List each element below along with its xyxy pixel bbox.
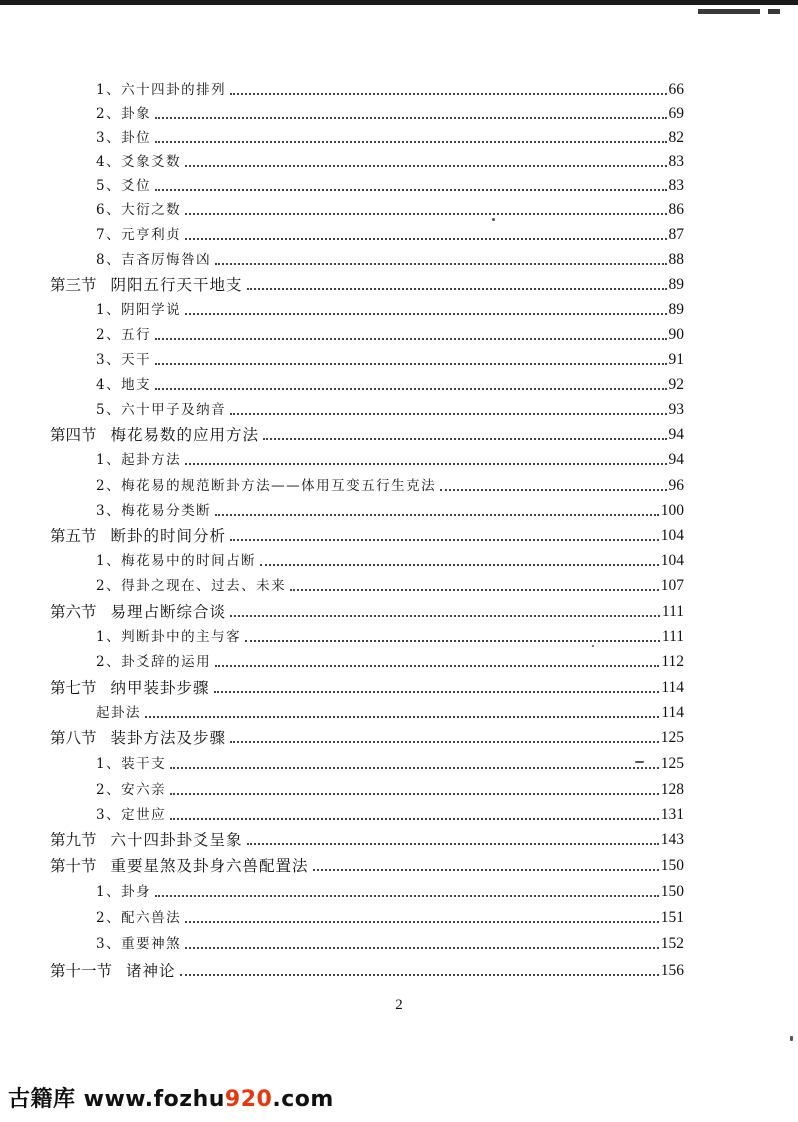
dot-leader (185, 921, 659, 923)
section-title: 阴阳五行天干地支 (110, 276, 243, 294)
dot-leader (230, 93, 666, 95)
toc-entry-label: 2、配六兽法 (96, 910, 182, 926)
toc-entry[interactable] (96, 246, 684, 270)
dot-leader (185, 165, 666, 167)
toc-entry-page: 94 (668, 451, 684, 468)
toc-entry[interactable] (96, 497, 684, 521)
toc-entry-page: 96 (668, 477, 684, 494)
toc-entry-page: 83 (668, 177, 684, 194)
toc-entry-page: 91 (668, 351, 684, 368)
toc-entry-page: 131 (660, 806, 684, 823)
toc-entry-page: 128 (660, 781, 684, 798)
toc-entry-page: 94 (668, 426, 684, 443)
toc-entry-page: 87 (668, 226, 684, 243)
dot-leader (185, 313, 666, 315)
watermark-suffix: .com (272, 1087, 334, 1112)
watermark-highlight: 920 (224, 1087, 273, 1112)
dot-leader (185, 947, 659, 949)
toc-entry-page: 150 (660, 857, 684, 874)
section-number: 第四节 (50, 426, 97, 444)
toc-entry-page: 125 (660, 729, 684, 746)
toc-entry[interactable] (96, 346, 684, 370)
toc-entry[interactable] (96, 472, 684, 496)
dot-leader (215, 514, 659, 516)
toc-entry-page: 90 (668, 326, 684, 343)
toc-entry-page: 100 (660, 502, 684, 519)
toc-entry-page: 150 (660, 883, 684, 900)
scan-speck (790, 1036, 793, 1041)
toc-entry[interactable] (96, 100, 684, 124)
toc-entry-label: 5、六十甲子及纳音 (96, 402, 227, 418)
dot-leader (247, 288, 667, 290)
dot-leader (313, 869, 659, 871)
scan-speck (492, 218, 495, 221)
toc-entry[interactable] (96, 221, 684, 245)
toc-section[interactable] (50, 957, 684, 981)
toc-section-label (50, 425, 263, 445)
toc-section-label (50, 830, 247, 850)
section-number: 第六节 (50, 603, 97, 621)
toc-entry-label: 8、吉吝厉悔咎凶 (96, 252, 212, 268)
section-title: 六十四卦卦爻呈象 (110, 831, 243, 849)
toc-entry-label: 1、装干支 (96, 756, 167, 772)
dot-leader (215, 665, 659, 667)
toc-section[interactable] (50, 522, 684, 546)
toc-section-label (50, 961, 180, 981)
toc-entry-page: 104 (660, 552, 684, 569)
toc-entry[interactable] (96, 296, 684, 320)
toc-entry-label: 2、梅花易的规范断卦方法——体用互变五行生克法 (96, 478, 437, 494)
toc-entry-label: 3、重要神煞 (96, 936, 182, 952)
dot-leader (155, 895, 659, 897)
toc-entry-label: 1、阴阳学说 (96, 302, 182, 318)
toc-entry-page: 156 (660, 962, 684, 979)
toc-entry-label: 1、起卦方法 (96, 452, 182, 468)
section-title: 诸神论 (126, 962, 176, 980)
section-number: 第十节 (50, 857, 97, 875)
toc-entry-label: 2、五行 (96, 327, 152, 343)
toc-entry[interactable] (96, 547, 684, 571)
dot-leader (170, 793, 659, 795)
section-number: 第三节 (50, 276, 97, 294)
toc-entry-page: 107 (660, 577, 684, 594)
toc-section[interactable] (50, 674, 684, 698)
section-title: 装卦方法及步骤 (110, 729, 227, 747)
dot-leader (155, 363, 666, 365)
dot-leader (440, 489, 666, 491)
toc-entry-page: 83 (668, 153, 684, 170)
toc-entry-label: 7、元亨利贞 (96, 227, 182, 243)
toc-entry-label: 起卦法 (96, 705, 141, 721)
toc-section[interactable] (50, 852, 684, 876)
toc-section[interactable] (50, 598, 684, 622)
dot-leader (185, 463, 666, 465)
toc-entry[interactable] (96, 776, 684, 800)
dot-leader (245, 640, 660, 642)
dot-leader (145, 716, 659, 718)
toc-entry[interactable] (96, 623, 684, 647)
toc-entry-label: 6、大衍之数 (96, 202, 182, 218)
toc-entry-label: 3、梅花易分类断 (96, 503, 212, 519)
toc-entry[interactable] (96, 321, 684, 345)
toc-entry-label: 4、爻象爻数 (96, 154, 182, 170)
toc-entry-label: 2、安六亲 (96, 782, 167, 798)
toc-entry[interactable] (96, 699, 684, 723)
scan-speck (592, 645, 594, 647)
section-number: 第九节 (50, 831, 97, 849)
toc-entry[interactable] (96, 172, 684, 196)
dot-leader (155, 141, 666, 143)
toc-entry-label: 2、卦爻辞的运用 (96, 654, 212, 670)
section-title: 纳甲装卦步骤 (110, 679, 210, 697)
dot-leader (185, 213, 666, 215)
section-title: 易理占断综合谈 (110, 603, 227, 621)
toc-entry-page: 125 (660, 755, 684, 772)
dot-leader (155, 189, 666, 191)
toc-section[interactable] (50, 271, 684, 295)
toc-entry[interactable] (96, 904, 684, 928)
dot-leader (230, 539, 659, 541)
toc-entry-page: 66 (668, 81, 684, 98)
dot-leader (215, 263, 666, 265)
toc-entry-label: 3、卦位 (96, 130, 152, 146)
toc-entry-label: 3、天干 (96, 352, 152, 368)
toc-entry-page: 88 (668, 251, 684, 268)
section-number: 第十一节 (50, 962, 113, 980)
toc-section-label (50, 275, 247, 295)
toc-entry-page: 86 (668, 201, 684, 218)
scan-speck (635, 761, 644, 763)
dot-leader (230, 413, 666, 415)
toc-entry-page: 111 (661, 628, 684, 645)
toc-entry[interactable] (96, 648, 684, 672)
section-number: 第五节 (50, 527, 97, 545)
dot-leader (185, 238, 666, 240)
toc-entry[interactable] (96, 446, 684, 470)
dot-leader (260, 564, 659, 566)
toc-entry[interactable] (96, 76, 684, 100)
toc-entry[interactable] (96, 148, 684, 172)
toc-section-label (50, 526, 230, 546)
toc-section[interactable] (50, 826, 684, 850)
toc-section-label (50, 602, 230, 622)
dot-leader (155, 338, 666, 340)
page-number: 2 (395, 997, 403, 1013)
toc-section-label (50, 678, 214, 698)
toc-entry[interactable] (96, 801, 684, 825)
toc-section-label (50, 856, 313, 876)
dot-leader (290, 589, 659, 591)
toc-entry-page: 143 (660, 831, 684, 848)
dot-leader (180, 974, 659, 976)
section-title: 梅花易数的应用方法 (110, 426, 260, 444)
toc-entry-label: 1、梅花易中的时间占断 (96, 553, 257, 569)
toc-entry-page: 112 (661, 653, 684, 670)
toc-entry-page: 151 (660, 909, 684, 926)
dot-leader (214, 691, 660, 693)
toc-entry-page: 89 (668, 276, 684, 293)
toc-entry[interactable] (96, 572, 684, 596)
dot-leader (263, 438, 666, 440)
toc-entry-page: 82 (668, 129, 684, 146)
dot-leader (230, 741, 659, 743)
toc-entry-page: 114 (661, 704, 684, 721)
toc-entry[interactable] (96, 878, 684, 902)
toc-entry-page: 152 (660, 935, 684, 952)
toc-entry[interactable] (96, 196, 684, 220)
toc-entry-page: 69 (668, 105, 684, 122)
section-title: 断卦的时间分析 (110, 527, 227, 545)
dot-leader (170, 767, 659, 769)
dot-leader (155, 388, 666, 390)
dot-leader (155, 117, 666, 119)
section-title: 重要星煞及卦身六兽配置法 (110, 857, 309, 875)
toc-entry-label: 3、定世应 (96, 807, 167, 823)
toc-entry-page: 92 (668, 376, 684, 393)
toc-entry[interactable] (96, 930, 684, 954)
toc-section[interactable] (50, 421, 684, 445)
toc-section-label (50, 728, 230, 748)
toc-entry-label: 1、判断卦中的主与客 (96, 629, 242, 645)
dot-leader (170, 818, 659, 820)
toc-entry-page: 93 (668, 401, 684, 418)
toc-entry[interactable] (96, 396, 684, 420)
toc-entry-label: 5、爻位 (96, 178, 152, 194)
toc-entry[interactable] (96, 371, 684, 395)
toc-entry-page: 114 (661, 679, 684, 696)
watermark-prefix: 古籍库 www.fozhu (8, 1087, 225, 1112)
toc-entry-label: 4、地支 (96, 377, 152, 393)
toc-entry[interactable] (96, 124, 684, 148)
dot-leader (247, 843, 659, 845)
toc-entry-page: 89 (668, 301, 684, 318)
toc-entry-page: 111 (661, 603, 684, 620)
toc-entry[interactable] (96, 750, 684, 774)
toc-section[interactable] (50, 724, 684, 748)
toc-entry-page: 104 (660, 527, 684, 544)
toc-entry-label: 1、六十四卦的排列 (96, 82, 227, 98)
section-number: 第八节 (50, 729, 97, 747)
section-number: 第七节 (50, 679, 97, 697)
dot-leader (230, 615, 660, 617)
toc-entry-label: 2、卦象 (96, 106, 152, 122)
toc-entry-label: 2、得卦之现在、过去、未来 (96, 578, 287, 594)
site-watermark (8, 1082, 334, 1113)
toc-entry-label: 1、卦身 (96, 884, 152, 900)
